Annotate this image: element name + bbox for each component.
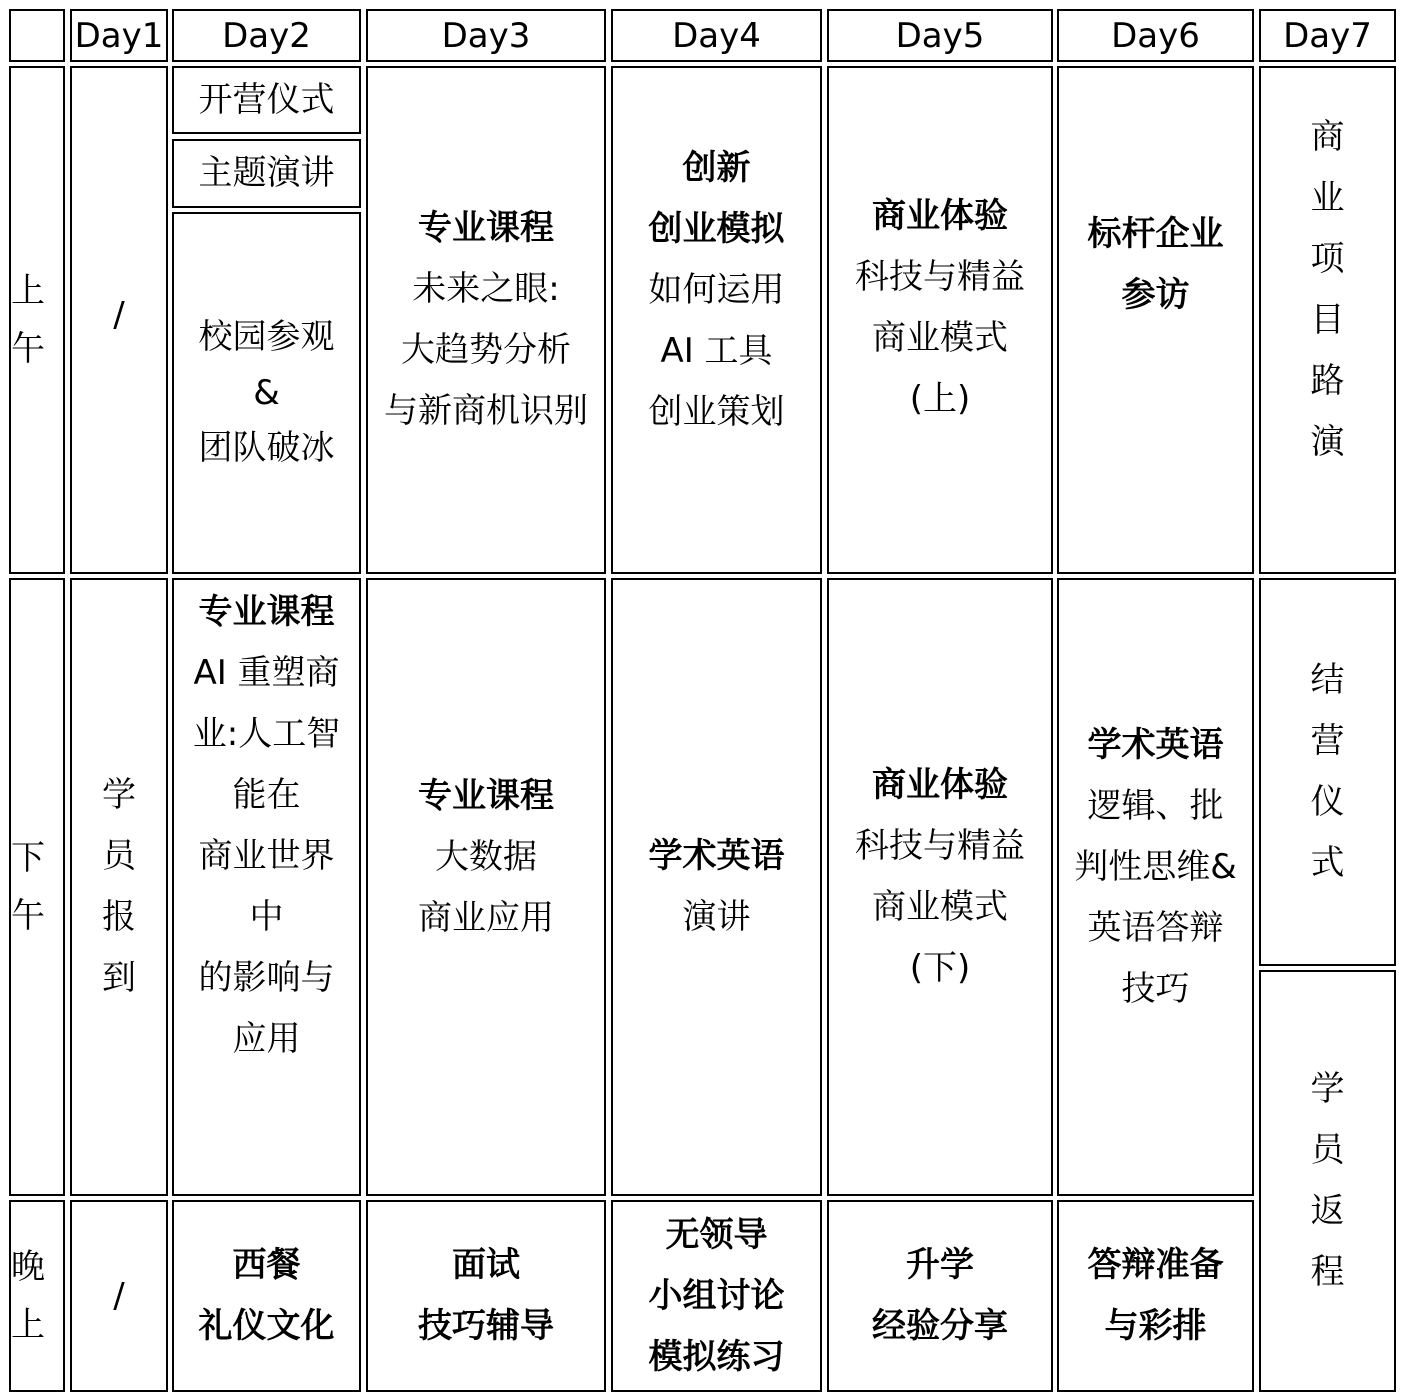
day2-afternoon-cell: 专业课程 AI 重塑商 业:人工智 能在 商业世界 中 的影响与 应用 (172, 578, 361, 1196)
header-day1-label: Day1 (74, 15, 164, 56)
header-day5 (827, 9, 1053, 62)
day5-evening-cell: 升学 经验分享 (827, 1200, 1053, 1392)
day4-evening-cell: 无领导 小组讨论 模拟练习 (611, 1200, 822, 1392)
header-day7-label: Day7 (1283, 15, 1372, 56)
header-day1 (70, 9, 168, 62)
header-day6-label: Day6 (1111, 15, 1200, 56)
day5-afternoon-cell: 商业体验 科技与精益 商业模式 (下) (827, 578, 1053, 1196)
header-day2 (172, 9, 361, 62)
day7-departure-cell: 学 员 返 程 (1259, 970, 1396, 1392)
header-day7 (1259, 9, 1396, 62)
day2-keynote-cell: 主题演讲 (172, 139, 361, 208)
day1-afternoon-cell: 学 员 报 到 (70, 578, 168, 1196)
header-day2-label: Day2 (222, 15, 311, 56)
day2-evening-cell: 西餐 礼仪文化 (172, 1200, 361, 1392)
day3-morning-cell: 专业课程 未来之眼: 大趋势分析 与新商机识别 (366, 66, 606, 574)
day6-afternoon-cell: 学术英语 逻辑、批 判性思维& 英语答辩 技巧 (1057, 578, 1254, 1196)
corner-cell (9, 9, 65, 62)
day2-campus-tour-cell: 校园参观 & 团队破冰 (172, 212, 361, 574)
period-morning: 上 午 (9, 66, 65, 574)
day3-evening-cell: 面试 技巧辅导 (366, 1200, 606, 1392)
day4-afternoon-cell: 学术英语 演讲 (611, 578, 822, 1196)
day7-morning-cell: 商 业 项 目 路 演 (1259, 66, 1396, 574)
period-evening: 晚 上 (9, 1200, 65, 1392)
header-day3 (366, 9, 606, 62)
day1-evening-cell: / (70, 1200, 168, 1392)
header-day4-label: Day4 (672, 15, 761, 56)
day6-evening-cell: 答辩准备 与彩排 (1057, 1200, 1254, 1392)
header-day3-label: Day3 (441, 15, 531, 56)
day1-morning-cell: / (70, 66, 168, 574)
header-day5-label: Day5 (895, 15, 985, 56)
header-day6 (1057, 9, 1254, 62)
day6-morning-cell: 标杆企业 参访 (1057, 66, 1254, 574)
day7-closing-ceremony-cell: 结 营 仪 式 (1259, 578, 1396, 966)
day2-opening-ceremony-cell: 开营仪式 (172, 66, 361, 134)
day5-morning-cell: 商业体验 科技与精益 商业模式 (上) (827, 66, 1053, 574)
day4-morning-cell: 创新 创业模拟 如何运用 AI 工具 创业策划 (611, 66, 822, 574)
header-day4 (611, 9, 822, 62)
day3-afternoon-cell: 专业课程 大数据 商业应用 (366, 578, 606, 1196)
period-afternoon: 下 午 (9, 578, 65, 1196)
